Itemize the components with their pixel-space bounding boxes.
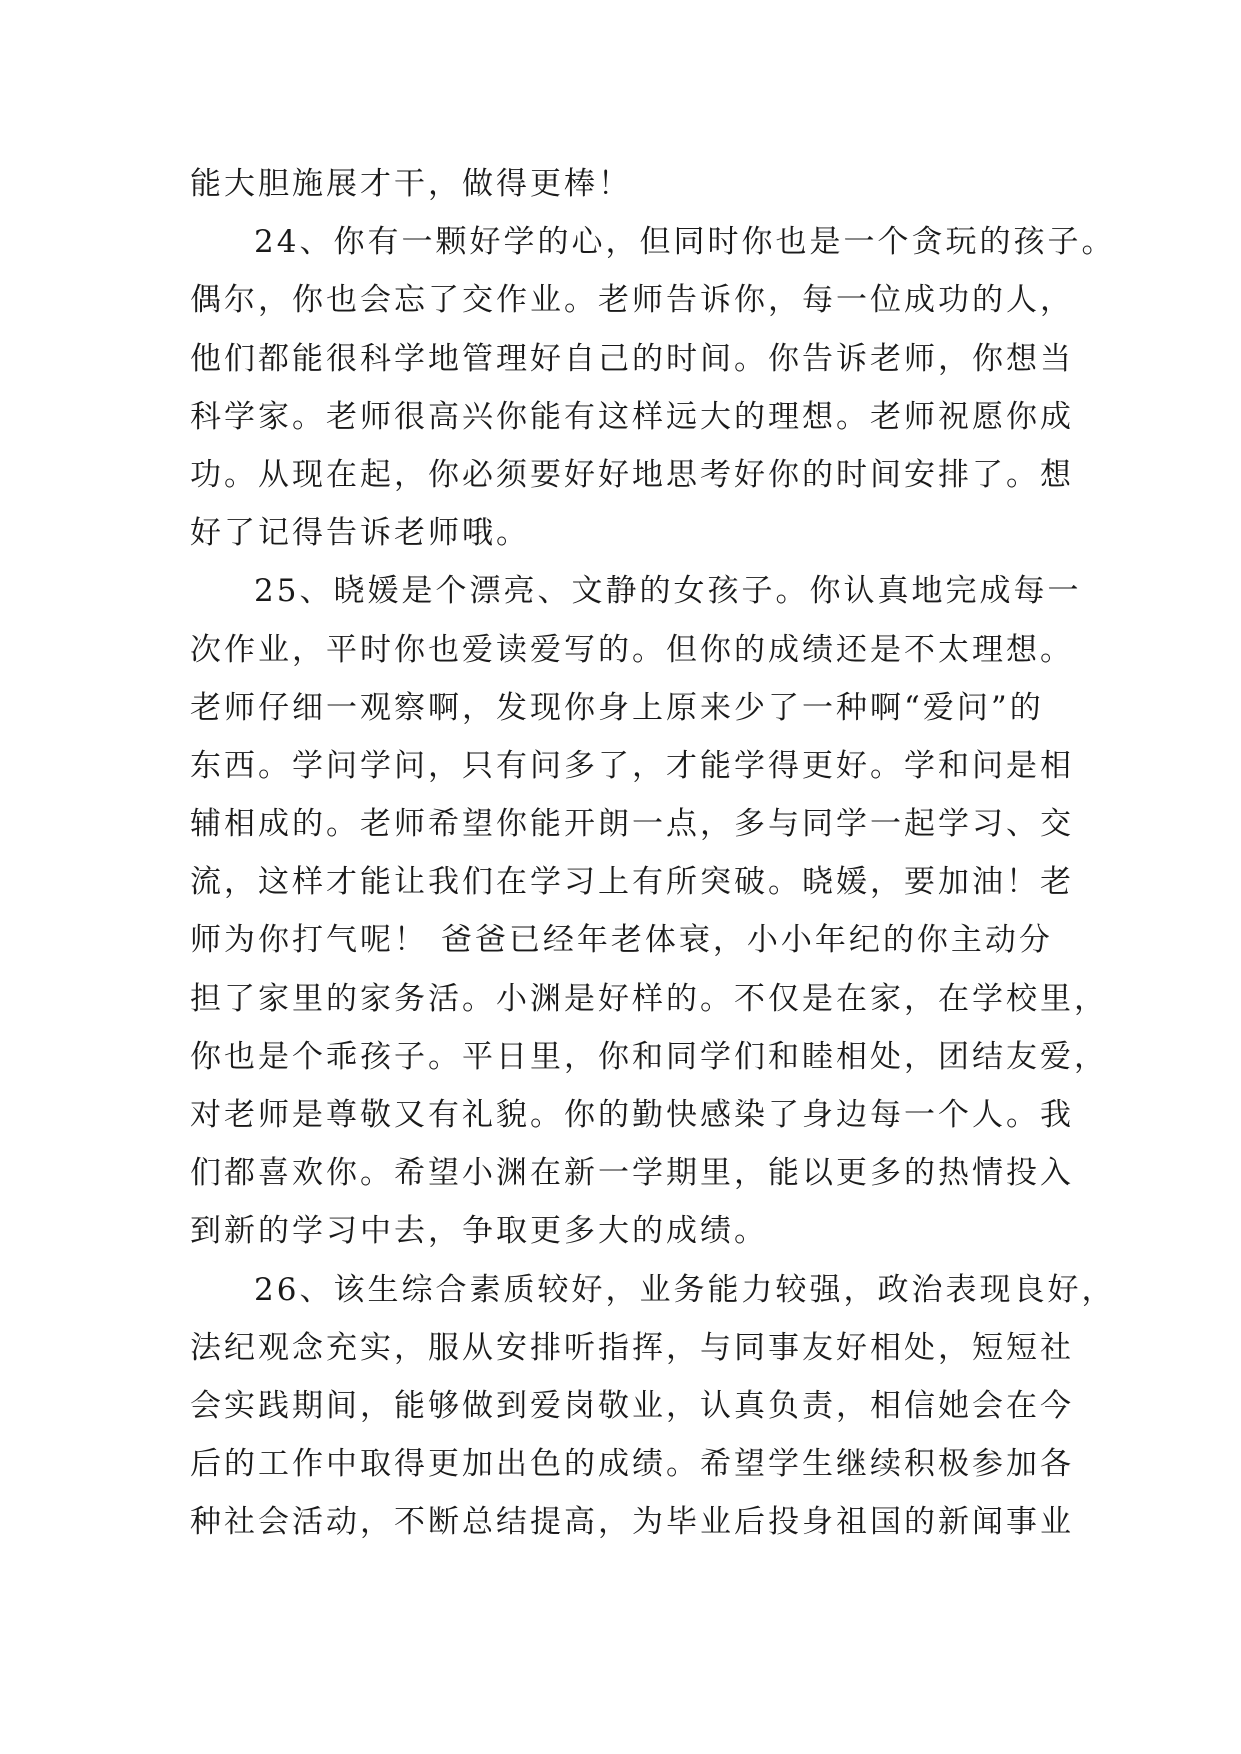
text-line: 26、该生综合素质较好，业务能力较强，政治表现良好，: [254, 1271, 1116, 1308]
text-line: 25、晓媛是个漂亮、文静的女孩子。你认真地完成每一: [254, 573, 1082, 610]
text-line: 偶尔，你也会忘了交作业。老师告诉你，每一位成功的人，: [190, 282, 1074, 319]
text-line: 法纪观念充实，服从安排听指挥，与同事友好相处，短短社: [190, 1329, 1074, 1366]
text-line: 们都喜欢你。希望小渊在新一学期里，能以更多的热情投入: [190, 1155, 1074, 1192]
text-line: 能大胆施展才干，做得更棒！: [190, 166, 632, 202]
text-line: 流，这样才能让我们在学习上有所突破。晓媛，要加油！老: [190, 864, 1074, 901]
text-line: 担了家里的家务活。小渊是好样的。不仅是在家，在学校里，: [190, 980, 1108, 1017]
text-line: 你也是个乖孩子。平日里，你和同学们和睦相处，团结友爱，: [190, 1038, 1108, 1075]
text-line: 会实践期间，能够做到爱岗敬业，认真负责，相信她会在今: [190, 1387, 1074, 1424]
text-line: 24、你有一颗好学的心，但同时你也是一个贪玩的孩子。: [254, 224, 1116, 261]
text-line: 老师仔细一观察啊，发现你身上原来少了一种啊“爱问”的: [190, 689, 1044, 726]
body-text: [190, 155, 1116, 1552]
text-line: 东西。学问学问，只有问多了，才能学得更好。学和问是相: [190, 747, 1074, 784]
text-line: 对老师是尊敬又有礼貌。你的勤快感染了身边每一个人。我: [190, 1097, 1074, 1133]
text-line: 功。从现在起，你必须要好好地思考好你的时间安排了。想: [190, 456, 1074, 493]
text-line: 次作业，平时你也爱读爱写的。但你的成绩还是不太理想。: [190, 631, 1074, 668]
text-line: 他们都能很科学地管理好自己的时间。你告诉老师，你想当: [190, 340, 1074, 377]
text-line: 科学家。老师很高兴你能有这样远大的理想。老师祝愿你成: [190, 398, 1074, 435]
text-line: 好了记得告诉老师哦。: [190, 515, 530, 552]
text-line: 辅相成的。老师希望你能开朗一点，多与同学一起学习、交: [190, 806, 1074, 843]
text-line: 师为你打气呢！ 爸爸已经年老体衰，小小年纪的你主动分: [190, 922, 1053, 959]
text-line: 后的工作中取得更加出色的成绩。希望学生继续积极参加各: [190, 1446, 1074, 1483]
text-line: 到新的学习中去，争取更多大的成绩。: [190, 1213, 768, 1250]
text-line: 种社会活动，不断总结提高，为毕业后投身祖国的新闻事业: [190, 1504, 1074, 1541]
